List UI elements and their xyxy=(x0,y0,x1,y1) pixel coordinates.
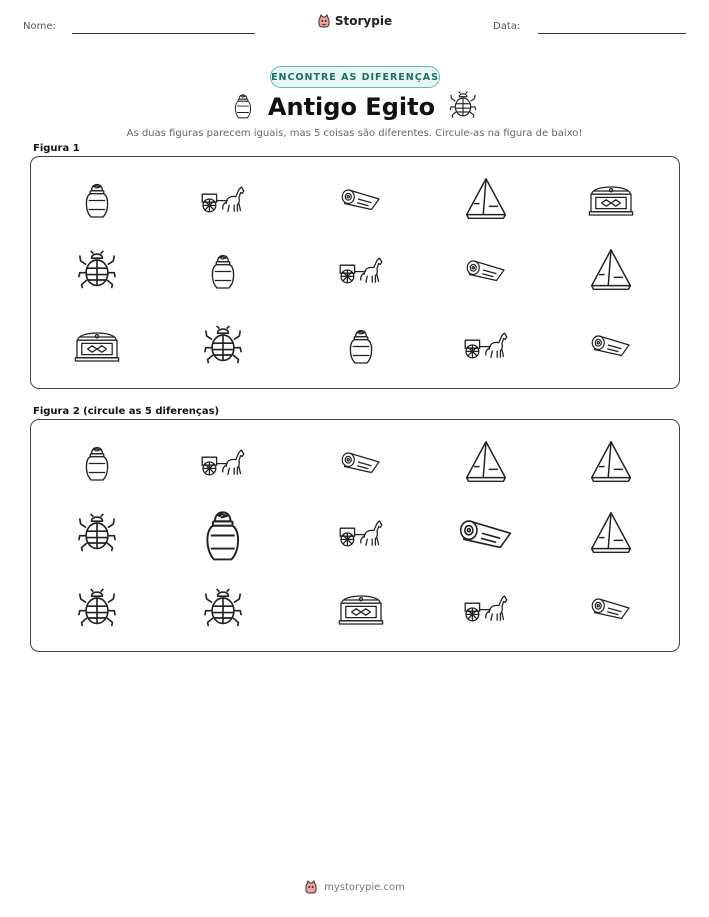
date-field[interactable] xyxy=(538,33,686,34)
title-jar-icon xyxy=(232,90,254,124)
treasure-chest-icon xyxy=(73,327,121,363)
brand-name: Storypie xyxy=(334,14,393,28)
scroll-icon[interactable] xyxy=(588,593,634,623)
pyramid-icon[interactable] xyxy=(463,439,509,485)
canopic-jar-icon xyxy=(208,247,238,293)
title-scarab-icon xyxy=(449,90,477,124)
date-label: Data: xyxy=(493,21,521,32)
chariot-icon xyxy=(337,254,385,286)
storypie-logo-icon xyxy=(304,880,318,894)
figure2-label: Figura 2 (circule as 5 diferenças) xyxy=(33,406,220,417)
storypie-logo-icon xyxy=(317,14,331,28)
scarab-icon xyxy=(203,324,243,366)
canopic-jar-icon[interactable] xyxy=(82,439,112,485)
treasure-chest-icon[interactable] xyxy=(337,590,385,626)
activity-badge: ENCONTRE AS DIFERENÇAS xyxy=(270,66,440,88)
canopic-jar-icon xyxy=(346,322,376,368)
name-field[interactable] xyxy=(72,33,255,34)
figure1-label: Figura 1 xyxy=(33,143,80,154)
scroll-icon xyxy=(463,255,509,285)
pyramid-icon[interactable] xyxy=(588,439,634,485)
scarab-icon[interactable] xyxy=(203,587,243,629)
treasure-chest-icon xyxy=(587,181,635,217)
brand-header xyxy=(0,14,709,28)
page-title: Antigo Egito xyxy=(267,93,436,121)
footer-url[interactable]: mystorypie.com xyxy=(324,881,405,893)
pyramid-icon xyxy=(463,176,509,222)
chariot-icon[interactable] xyxy=(462,592,510,624)
instructions: As duas figuras parecem iguais, mas 5 coisas são diferentes. Circule-as na figura de baixo! xyxy=(126,128,583,139)
pyramid-icon[interactable] xyxy=(588,510,634,556)
title-row xyxy=(0,90,709,124)
scarab-icon[interactable] xyxy=(77,587,117,629)
figure1-panel xyxy=(30,156,680,389)
chariot-icon[interactable] xyxy=(199,446,247,478)
chariot-icon[interactable] xyxy=(337,517,385,549)
scroll-icon[interactable] xyxy=(455,513,517,554)
scroll-icon[interactable] xyxy=(338,447,384,477)
pyramid-icon xyxy=(588,247,634,293)
scroll-icon xyxy=(588,330,634,360)
footer xyxy=(0,880,709,894)
chariot-icon xyxy=(462,329,510,361)
canopic-jar-icon[interactable] xyxy=(201,500,245,567)
scroll-icon xyxy=(338,184,384,214)
scarab-icon[interactable] xyxy=(77,512,117,554)
name-label: Nome: xyxy=(23,21,56,32)
figure2-panel[interactable] xyxy=(30,419,680,652)
chariot-icon xyxy=(199,183,247,215)
scarab-icon xyxy=(77,249,117,291)
canopic-jar-icon xyxy=(82,176,112,222)
